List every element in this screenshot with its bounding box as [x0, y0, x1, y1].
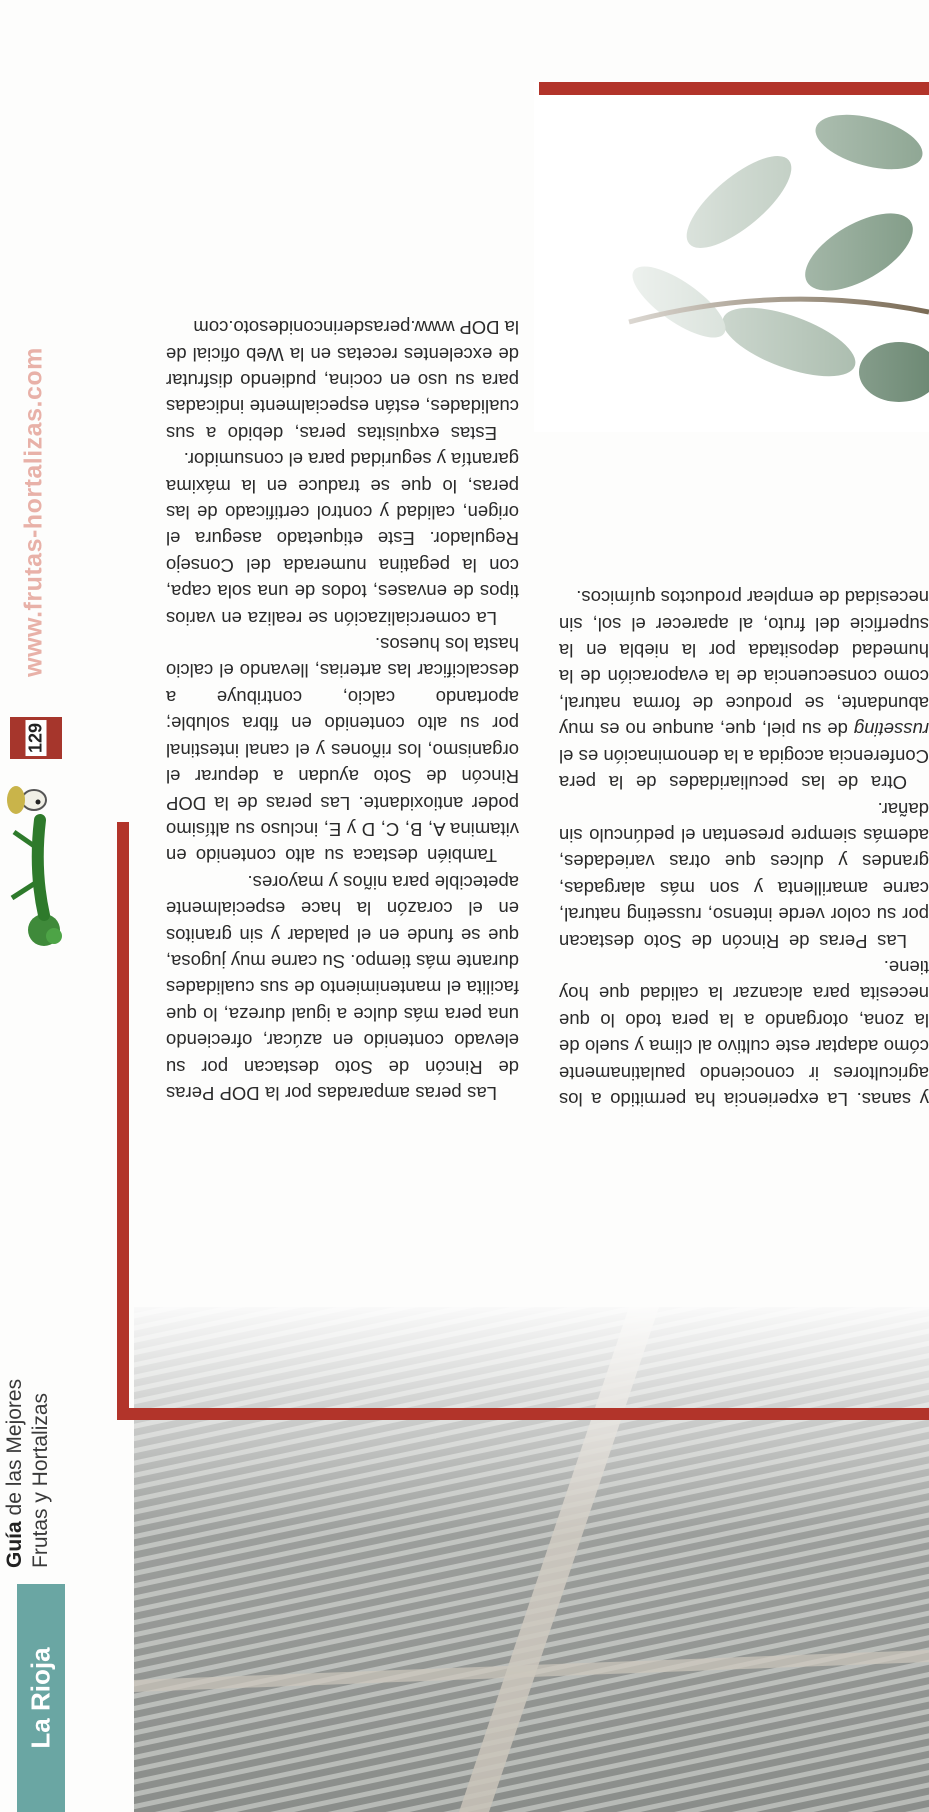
guide-title — [3, 1268, 63, 1568]
page-number: 129 — [26, 720, 47, 756]
text-run: Otra de las peculiaridades de la pera Conferencia acogida a la denominación es el — [559, 745, 929, 794]
accent-bar-side — [117, 822, 129, 1420]
guide-title-line2: Frutas y Hortalizas — [29, 1392, 52, 1568]
article-paragraph: Las Peras de Rincón de Soto destacan por su color verde intenso, russeting natural, carne amarillenta y son más alargadas, grandes y dulces que otras variedades, además siempre presentan el pedúnculo sin dañar. — [559, 798, 929, 952]
guide-title-bold: Guía — [3, 1521, 26, 1568]
accent-bar-top — [117, 1408, 929, 1420]
page-number-box — [10, 717, 62, 759]
field-photo — [134, 1307, 929, 1812]
site-url-text: www.frutas-hortalizas.com — [19, 347, 48, 677]
pear-leaves-photo — [534, 82, 929, 432]
article-column-main — [166, 314, 519, 1106]
site-url — [14, 302, 54, 722]
article-column-secondary — [559, 584, 929, 1112]
section-label: La Rioja — [25, 1647, 56, 1749]
article-paragraph — [559, 584, 929, 795]
article-paragraph: Las peras amparadas por la DOP Peras de Rincón de Soto destacan por su elevado contenido en azúcar, ofreciendo una pera más dulce a igual dureza, lo que facilita el mantenimiento de sus cualidades durante más tiempo. Su carne muy jugosa, que se funde en el paladar y sin granitos en el corazón la hace especialmente apetecible para niños y mayores. — [166, 871, 519, 1104]
text-run: de su piel, que, aunque no es muy abundante, se produce de forma natural, como consecuencia de la evaporación de la humedad depositada por la niebla en la superficie del fruto, al aparecer el sol, sin necesidad de emplear productos químicos. — [559, 587, 929, 741]
article-paragraph: Estas exquisitas peras, debido a sus cualidades, están especialmente indicadas para su uso en cocina, pudiendo disfrutar de excelentes recetas en la Web oficial de la DOP www.perasderinconidesoto.com — [166, 317, 519, 444]
accent-bar-bottom — [539, 82, 929, 95]
text-run-italic: russeting — [853, 719, 929, 741]
mascot-icon — [4, 770, 74, 950]
guide-title-rest: de las Mejores — [3, 1378, 26, 1522]
guide-title-line1 — [3, 1379, 27, 1568]
article-paragraph: La comercialización se realiza en varios tipos de envases, todos de una sola capa, con la pegatina numerada del Consejo Regulador. Este etiquetado asegura el origen, calidad y control certificado de las peras, lo que se traduce en la máxima garantía y seguridad para el consumidor. — [166, 449, 519, 629]
section-tab — [17, 1584, 65, 1812]
article-paragraph: También destaca su alto contenido en vitamina A, B, C, D y E, incluso su altísimo poder antioxidante. Las peras de la DOP Rincón de Soto ayudan a depurar el organismo, los riñones y el canal intestinal por su alto contenido en fibra soluble; aportando calcio, contribuye a descalcificar las arterias, llevando el calcio hasta los huesos. — [166, 634, 519, 867]
article-paragraph: y sanas. La experiencia ha permitido a los agricultores ir conociendo paulatinamente cómo adaptar este cultivo al clima y suelo de la zona, otorgando a la pera todo lo que necesita para alcanzar la calidad que hoy tiene. — [559, 956, 929, 1110]
